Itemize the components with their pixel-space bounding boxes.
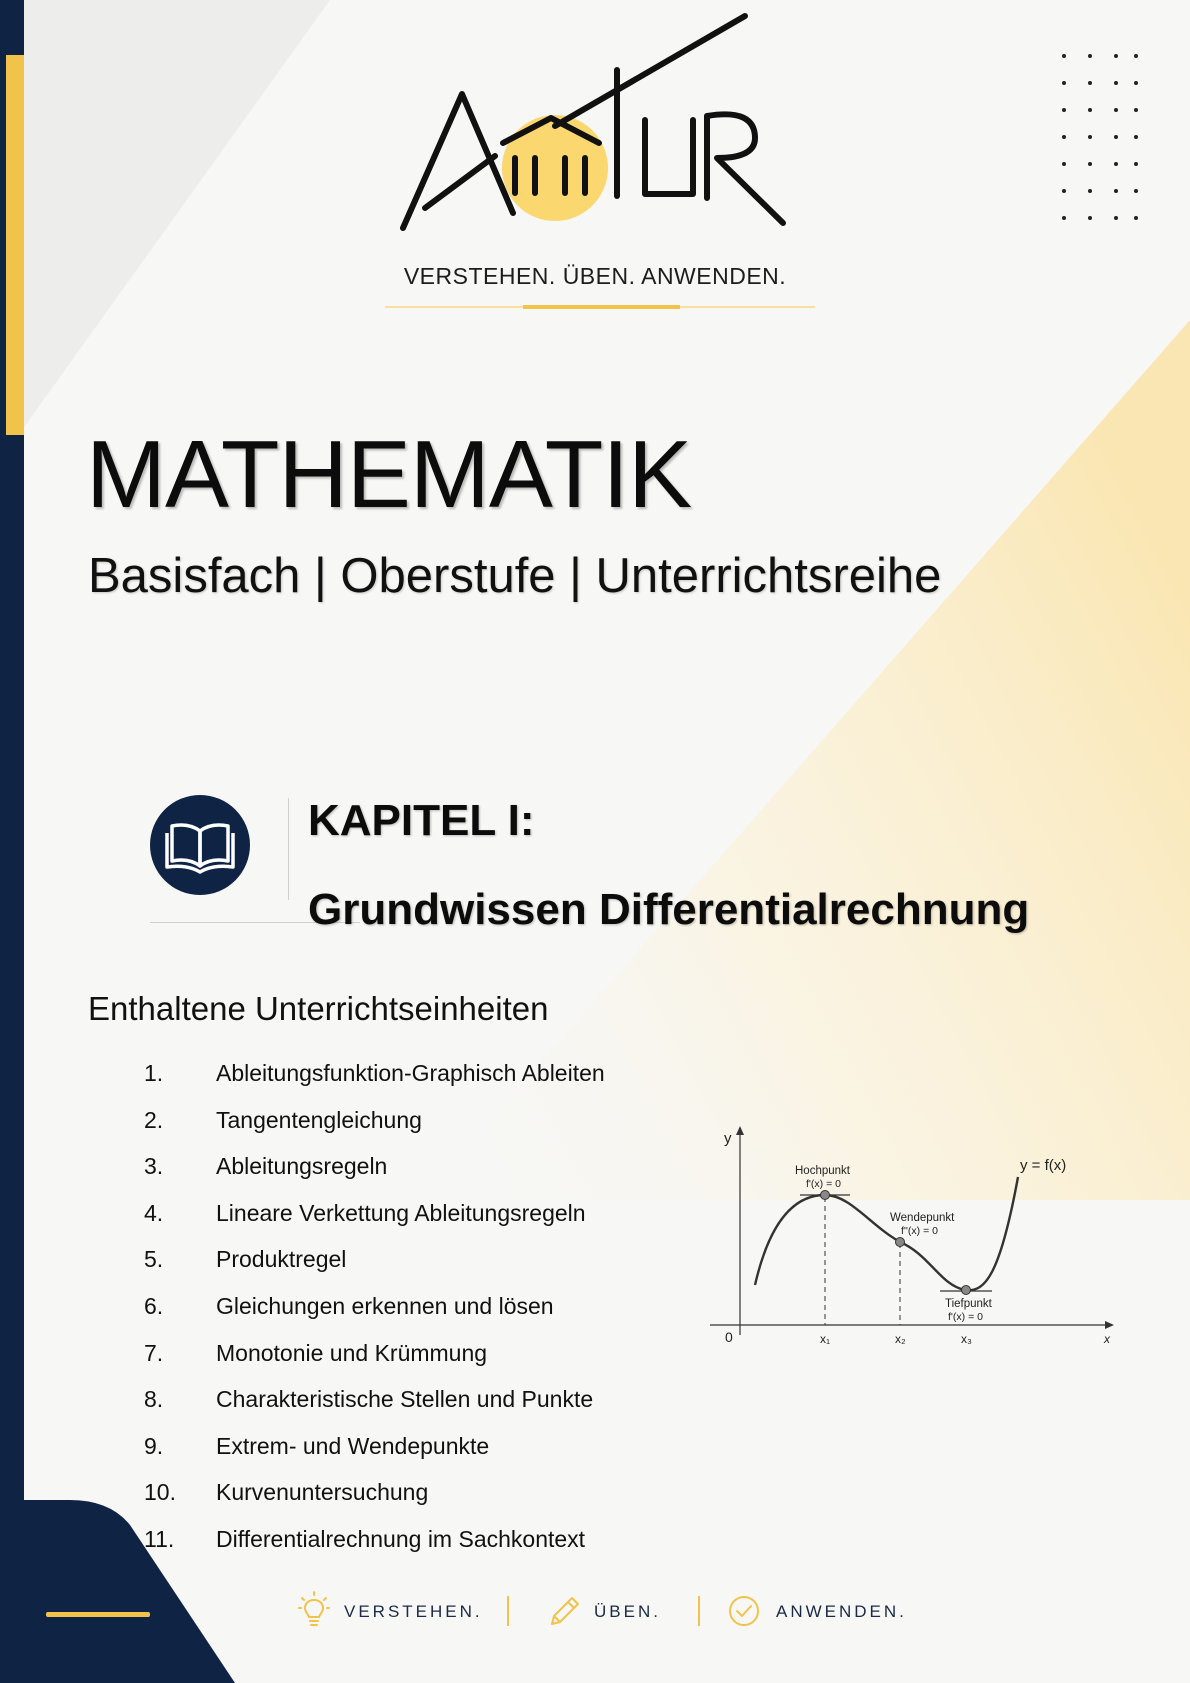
wendepunkt-label: Wendepunkt (890, 1212, 955, 1224)
list-item (144, 1340, 605, 1387)
open-book-icon (150, 795, 250, 895)
chapter-badge (150, 795, 250, 895)
x-axis-label: x (1104, 1332, 1110, 1346)
chapter-name: Grundwissen Differentialrechnung (308, 885, 1030, 934)
list-item-number: 4. (144, 1199, 164, 1226)
wendepunkt-condition: f''(x) = 0 (901, 1225, 938, 1237)
list-item-label: Charakteristische Stellen und Punkte (216, 1386, 594, 1413)
amikur-logo (395, 8, 815, 238)
list-item-number: 8. (144, 1386, 164, 1413)
list-item-number: 3. (144, 1153, 164, 1180)
list-item (144, 1200, 605, 1247)
list-item (144, 1433, 605, 1480)
hochpunkt-condition: f'(x) = 0 (806, 1178, 841, 1190)
list-item (144, 1060, 605, 1107)
function-label: y = f(x) (1020, 1157, 1067, 1174)
list-item-number: 11. (144, 1525, 175, 1552)
list-item-label: Extrem- und Wendepunkte (216, 1432, 490, 1459)
x3-label: x₃ (961, 1332, 972, 1346)
chapter-label: KAPITEL I: (308, 796, 535, 845)
wendepunkt-point (896, 1238, 905, 1247)
list-item (144, 1526, 605, 1573)
function-graph (700, 1125, 1120, 1355)
logo-tagline: VERSTEHEN. ÜBEN. ANWENDEN. (403, 263, 787, 289)
lightbulb-icon (298, 1590, 330, 1630)
footer-item-verstehen (298, 1590, 483, 1630)
units-list (144, 1060, 605, 1573)
footer-separator (507, 1596, 509, 1626)
list-item-label: Gleichungen erkennen und lösen (216, 1292, 554, 1319)
list-item-number: 7. (144, 1339, 164, 1366)
list-item (144, 1293, 605, 1340)
list-item (144, 1386, 605, 1433)
list-item-label: Monotonie und Krümmung (216, 1339, 488, 1366)
list-item-label: Ableitungsfunktion-Graphisch Ableiten (216, 1060, 605, 1086)
list-item-number: 10. (144, 1479, 176, 1506)
list-item (144, 1479, 605, 1526)
list-item-number: 9. (144, 1432, 164, 1459)
footer-bar (290, 1590, 910, 1640)
page-title: MATHEMATIK (86, 421, 692, 528)
list-item-label: Kurvenuntersuchung (216, 1479, 429, 1506)
footer-separator (698, 1596, 700, 1626)
tiefpunkt-condition: f'(x) = 0 (948, 1311, 983, 1323)
list-item (144, 1153, 605, 1200)
gold-accent-line (46, 1612, 150, 1617)
tiefpunkt-label: Tiefpunkt (945, 1298, 992, 1310)
dot-grid (1060, 52, 1140, 222)
x1-label: x₁ (820, 1332, 831, 1346)
footer-label-verstehen: VERSTEHEN. (344, 1601, 483, 1621)
pencil-icon (546, 1590, 580, 1630)
y-axis-arrow (736, 1126, 744, 1135)
y-axis-label: y (724, 1130, 732, 1147)
check-circle-icon (726, 1590, 762, 1630)
list-item-number: 1. (144, 1060, 164, 1086)
tagline-underline (385, 302, 815, 312)
footer-label-anwenden: ANWENDEN. (776, 1601, 907, 1621)
list-item-label: Tangentengleichung (216, 1106, 422, 1133)
list-item-number: 2. (144, 1106, 164, 1133)
list-item-number: 6. (144, 1292, 164, 1319)
function-curve (755, 1177, 1018, 1290)
list-item (144, 1107, 605, 1154)
hochpunkt-label: Hochpunkt (795, 1165, 850, 1177)
origin-label: 0 (725, 1329, 733, 1345)
x2-label: x₂ (895, 1332, 906, 1346)
page-subtitle: Basisfach | Oberstufe | Unterrichtsreihe (88, 549, 942, 603)
list-item-label: Differentialrechnung im Sachkontext (216, 1525, 586, 1552)
list-item-label: Ableitungsregeln (216, 1153, 388, 1180)
list-item-number: 5. (144, 1246, 164, 1273)
list-item-label: Lineare Verkettung Ableitungsregeln (216, 1199, 586, 1226)
list-item (144, 1246, 605, 1293)
chapter-divider-vertical (288, 798, 289, 900)
x-axis-arrow (1105, 1321, 1114, 1329)
footer-item-anwenden (726, 1590, 907, 1630)
left-gold-bar (6, 55, 24, 435)
hochpunkt-point (821, 1191, 830, 1200)
units-heading: Enthaltene Unterrichtseinheiten (88, 990, 549, 1027)
list-item-label: Produktregel (216, 1246, 347, 1273)
footer-item-ueben (546, 1590, 661, 1630)
tiefpunkt-point (962, 1286, 971, 1295)
footer-label-ueben: ÜBEN. (594, 1601, 661, 1621)
